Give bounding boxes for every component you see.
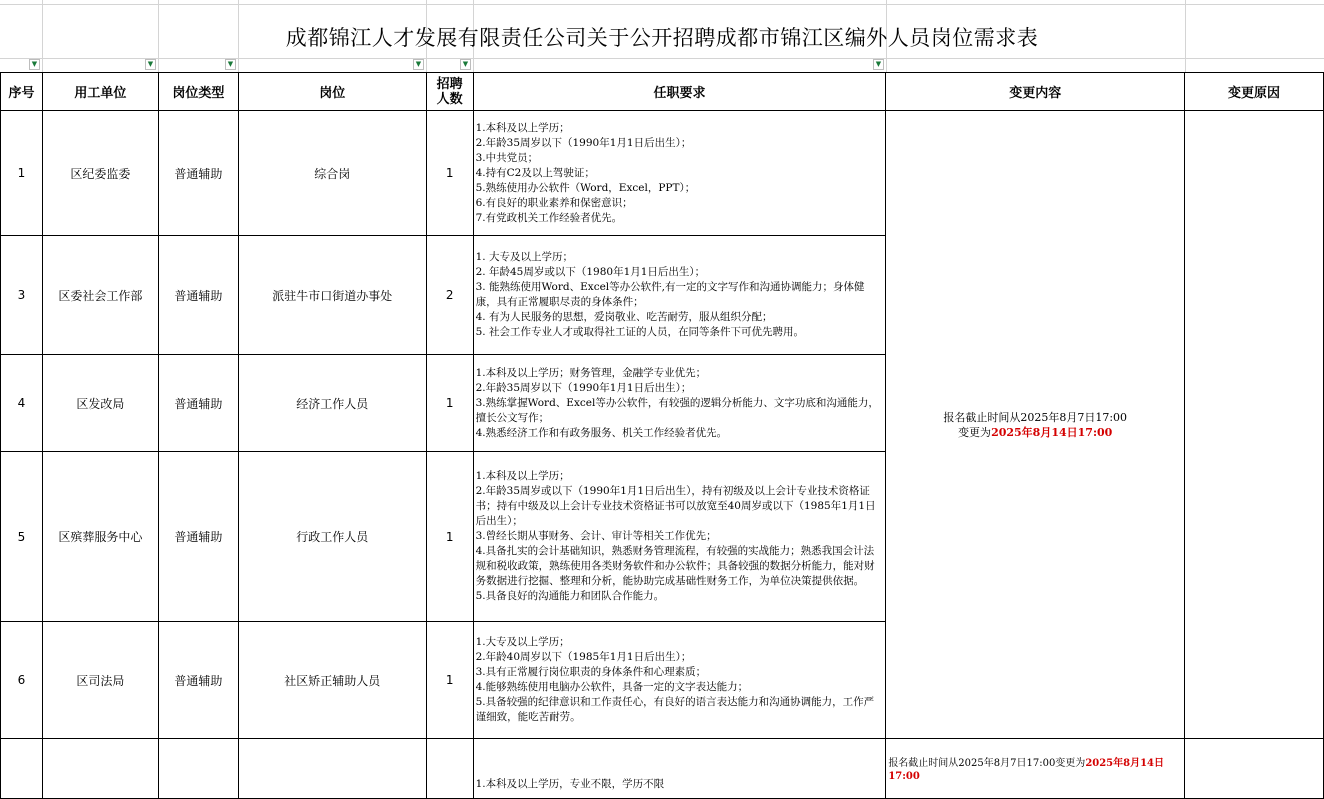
cell-seq[interactable]: 6 [1, 622, 43, 739]
req-line: 6.有良好的职业素养和保密意识； [475, 196, 633, 209]
change-prefix: 变更为 [958, 425, 992, 439]
req-line: 2.年龄35周岁或以下（1990年1月1日后出生），持有初级及以上会计专业技术资格证书；持有中级及以上会计专业技术资格证书可以放宽至40周岁或以下（1985年1月1日后出生）； [475, 485, 876, 527]
cell-employer[interactable] [42, 739, 158, 799]
sheet-title: 成都锦江人才发展有限责任公司关于公开招聘成都市锦江区编外人员岗位需求表 [285, 26, 1039, 50]
cell-type[interactable] [158, 739, 238, 799]
req-line: 4. 有为人民服务的思想，爱岗敬业、吃苦耐劳，服从组织分配； [475, 311, 773, 323]
req-line: 3.中共党员； [475, 151, 539, 164]
cell-seq[interactable]: 1 [1, 111, 43, 236]
cell-employer[interactable]: 区发改局 [42, 355, 158, 452]
cell-position[interactable]: 经济工作人员 [238, 355, 426, 452]
change-line1: 报名截止时间从2025年8月7日17:00 [943, 410, 1128, 424]
cell-position[interactable]: 综合岗 [238, 111, 426, 236]
change-new-deadline: 2025年8月14日17:00 [888, 758, 1165, 782]
cell-type[interactable]: 普通辅助 [158, 111, 238, 236]
filter-dropdown-count[interactable]: ▼ [460, 59, 471, 70]
table-row [1, 111, 1324, 236]
position-table [0, 72, 1324, 799]
change-new-deadline: 2025年8月14日17:00 [991, 425, 1113, 439]
req-line: 2.年龄40周岁以下（1985年1月1日后出生）； [475, 651, 692, 663]
req-line: 7.有党政机关工作经验者优先。 [475, 211, 623, 224]
req-line: 5.具备较强的纪律意识和工作责任心，有良好的语言表达能力和沟通协调能力，工作严谨细致，能吃苦耐劳。 [475, 696, 875, 723]
cell-count[interactable]: 2 [426, 236, 473, 355]
req-line: 3.具有正常履行岗位职责的身体条件和心理素质； [475, 666, 707, 678]
req-line: 1.本科及以上学历，专业不限，学历不限 [475, 778, 665, 790]
req-line: 5.熟练使用办公软件（Word，Excel，PPT）； [475, 181, 696, 194]
cell-requirements[interactable] [473, 739, 886, 799]
cell-employer[interactable]: 区殡葬服务中心 [42, 452, 158, 622]
cell-employer[interactable]: 区委社会工作部 [42, 236, 158, 355]
cell-requirements[interactable] [473, 355, 886, 452]
cell-count[interactable]: 1 [426, 622, 473, 739]
req-line: 2.年龄35周岁以下（1990年1月1日后出生）； [475, 136, 692, 149]
header-requirements: 任职要求 [473, 73, 886, 111]
cell-position[interactable]: 行政工作人员 [238, 452, 426, 622]
req-line: 4.持有C2及以上驾驶证； [475, 166, 595, 179]
header-count-line1: 招聘 [436, 76, 463, 92]
cell-seq[interactable] [1, 739, 43, 799]
cell-change-reason[interactable] [1185, 739, 1324, 799]
req-line: 1.本科及以上学历； [475, 470, 570, 482]
req-line: 1.本科及以上学历； [475, 121, 570, 134]
filter-dropdown-employer[interactable]: ▼ [145, 59, 156, 70]
cell-type[interactable]: 普通辅助 [158, 355, 238, 452]
req-line: 4.能够熟练使用电脑办公软件，具备一定的文字表达能力； [475, 681, 749, 693]
header-count [426, 73, 473, 111]
filter-dropdown-position[interactable]: ▼ [413, 59, 424, 70]
cell-requirements[interactable] [473, 452, 886, 622]
req-line: 5.具备良好的沟通能力和团队合作能力。 [475, 590, 665, 602]
header-position: 岗位 [238, 73, 426, 111]
header-row [1, 73, 1324, 111]
filter-dropdown-requirements[interactable]: ▼ [873, 59, 884, 70]
req-line: 1.本科及以上学历；财务管理，金融学专业优先； [475, 366, 707, 379]
cell-type[interactable]: 普通辅助 [158, 452, 238, 622]
cell-requirements[interactable] [473, 622, 886, 739]
req-line: 1. 大专及以上学历； [475, 251, 573, 263]
cell-position[interactable] [238, 739, 426, 799]
cell-requirements[interactable] [473, 111, 886, 236]
req-line: 4.熟悉经济工作和有政务服务、机关工作经验者优先。 [475, 426, 728, 439]
change-prefix: 报名截止时间从2025年8月7日17:00变更为 [888, 758, 1086, 769]
cell-change-reason[interactable] [1185, 111, 1324, 739]
header-count-line2: 人数 [436, 91, 463, 107]
cell-employer[interactable]: 区纪委监委 [42, 111, 158, 236]
header-type: 岗位类型 [158, 73, 238, 111]
cell-count[interactable] [426, 739, 473, 799]
header-seq: 序号 [1, 73, 43, 111]
req-line: 4.具备扎实的会计基础知识，熟悉财务管理流程，有较强的实战能力；熟悉我国会计法规和税收政策，熟练使用各类财务软件和办公软件；具备较强的数据分析能力，能对财务数据进行挖掘、整理和分析，能协助完成基础性财务工作，为单位决策提供依据。 [475, 545, 875, 587]
req-line: 2. 年龄45周岁或以下（1980年1月1日后出生）； [475, 266, 706, 278]
cell-type[interactable]: 普通辅助 [158, 622, 238, 739]
cell-seq[interactable]: 4 [1, 355, 43, 452]
cell-count[interactable]: 1 [426, 452, 473, 622]
cell-requirements[interactable] [473, 236, 886, 355]
table-row [1, 739, 1324, 799]
cell-change-content[interactable] [886, 111, 1185, 739]
req-line: 2.年龄35周岁以下（1990年1月1日后出生）； [475, 381, 692, 394]
cell-seq[interactable]: 5 [1, 452, 43, 622]
cell-change-content[interactable] [886, 739, 1185, 799]
cell-count[interactable]: 1 [426, 355, 473, 452]
req-line: 3. 能熟练使用Word、Excel等办公软件,有一定的文字写作和沟通协调能力；身体健康，具有正常履职尽责的身体条件； [475, 281, 865, 308]
req-line: 3.熟练掌握Word、Excel等办公软件，有较强的逻辑分析能力、文字功底和沟通能力，擅长公文写作； [475, 396, 879, 424]
header-change: 变更内容 [886, 73, 1185, 111]
filter-dropdown-seq[interactable]: ▼ [29, 59, 40, 70]
header-employer: 用工单位 [42, 73, 158, 111]
req-line: 5. 社会工作专业人才或取得社工证的人员，在同等条件下可优先聘用。 [475, 326, 804, 338]
change-line2 [886, 425, 1184, 440]
cell-count[interactable]: 1 [426, 111, 473, 236]
cell-employer[interactable]: 区司法局 [42, 622, 158, 739]
filter-dropdown-type[interactable]: ▼ [225, 59, 236, 70]
header-reason: 变更原因 [1185, 73, 1324, 111]
cell-position[interactable]: 派驻牛市口街道办事处 [238, 236, 426, 355]
req-line: 1.大专及以上学历； [475, 636, 570, 648]
cell-seq[interactable]: 3 [1, 236, 43, 355]
gridline [0, 4, 1324, 5]
gridline [0, 58, 1324, 59]
req-line: 3.曾经长期从事财务、会计、审计等相关工作优先； [475, 530, 717, 542]
cell-position[interactable]: 社区矫正辅助人员 [238, 622, 426, 739]
cell-type[interactable]: 普通辅助 [158, 236, 238, 355]
